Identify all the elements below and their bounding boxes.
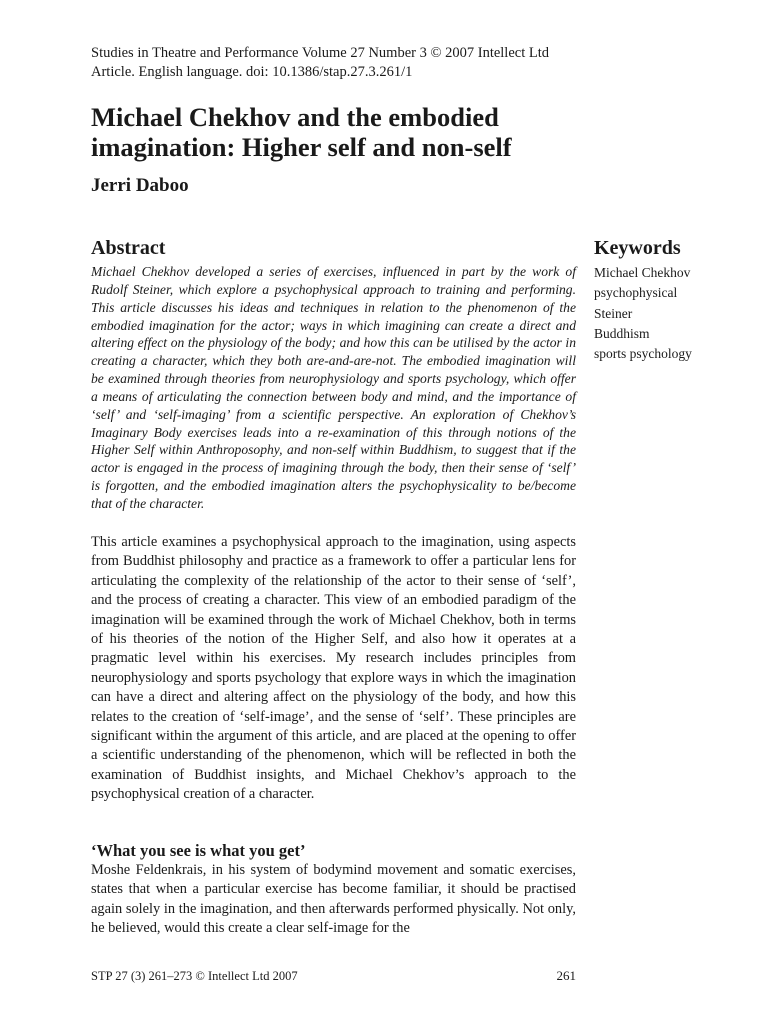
intro-paragraph: This article examines a psychophysical approach to the imagination, using aspects from Buddhist philosophy and practice as a framework to offer a particular lens for articulating the complexity of the relationship of the actor to their sense of ‘self’, and the process of creating a character. This view of an embodied paradigm of the imagination will be examined through the work of Michael Chekhov, both in terms of his theories of the notion of the Higher Self, and also how it operates at a pragmatic level within his exercises. My research includes principles from neurophysiology and sports psychology that explore ways in which the imagination can have a direct and altering affect on the physiology of the body, and how this relates to the creation of ‘self-image’, and the sense of ‘self’. These principles are significant within the argument of this article, and are placed at the opening to offer a scientific understanding of the phenomenon, which will be reflected in both the examination of Buddhist insights, and Michael Chekhov’s approach to the psychophysical creation of a character. [91, 534, 576, 803]
section-heading: ‘What you see is what you get’ [91, 841, 306, 860]
keywords-heading: Keywords [594, 237, 681, 259]
keyword-item: Michael Chekhov [594, 265, 691, 280]
page-number: 261 [556, 968, 576, 983]
keywords-panel [594, 237, 754, 364]
article-title: Michael Chekhov and the embodied imagination: Higher self and non-self [91, 102, 512, 162]
keyword-item: Buddhism [594, 325, 650, 341]
article-doi-line: Article. English language. doi: 10.1386/stap.27.3.261/1 [91, 64, 413, 80]
abstract-text: Michael Chekhov developed a series of exercises, influenced in part by the work of Rudolf Steiner, which explore a psychophysical approach to training and performing. This article discusses his ideas and techniques in relation to the phenomenon of the embodied imagination for the actor; ways in which imagining can create a direct and altering effect on the physiology of the body; and how this can be utilised by the actor in creating a character, which they both are-and-are-not. The embodied imagination will be examined through theories from neurophysiology and sports psychology, which offer a means of articulating the connection between body and mind, and the importance of ‘self’ and ‘self-imaging’ from a scientific perspective. An exploration of Chekhov’s Imaginary Body exercises leads into a re-examination of this through notions of the Higher Self within Anthroposophy, and non-self within Buddhism, to suggest that if the actor is engaged in the process of imagining through the body, then their sense of ‘self’ is forgotten, and the embodied imagination alters the psychophysicality to be/become that of the character. [91, 264, 576, 511]
section-paragraph: Moshe Feldenkrais, in his system of bodymind movement and somatic exercises, states that when a particular exercise has become familiar, it should be practised again solely in the imagination, and then afterwards performed physically. Not only, he believed, would this create a clear self-image for the [91, 862, 576, 937]
keyword-item: psychophysical [594, 285, 678, 301]
abstract-heading: Abstract [91, 237, 166, 259]
article-author: Jerri Daboo [91, 175, 189, 196]
journal-header [91, 44, 611, 82]
keyword-item: Steiner [594, 305, 633, 321]
journal-volume-line: Studies in Theatre and Performance Volume 27 Number 3 © 2007 Intellect Ltd [91, 45, 549, 61]
keyword-item: sports psychology [594, 346, 692, 362]
footer-citation: STP 27 (3) 261–273 © Intellect Ltd 2007 [91, 969, 298, 983]
keywords-list [594, 263, 754, 364]
